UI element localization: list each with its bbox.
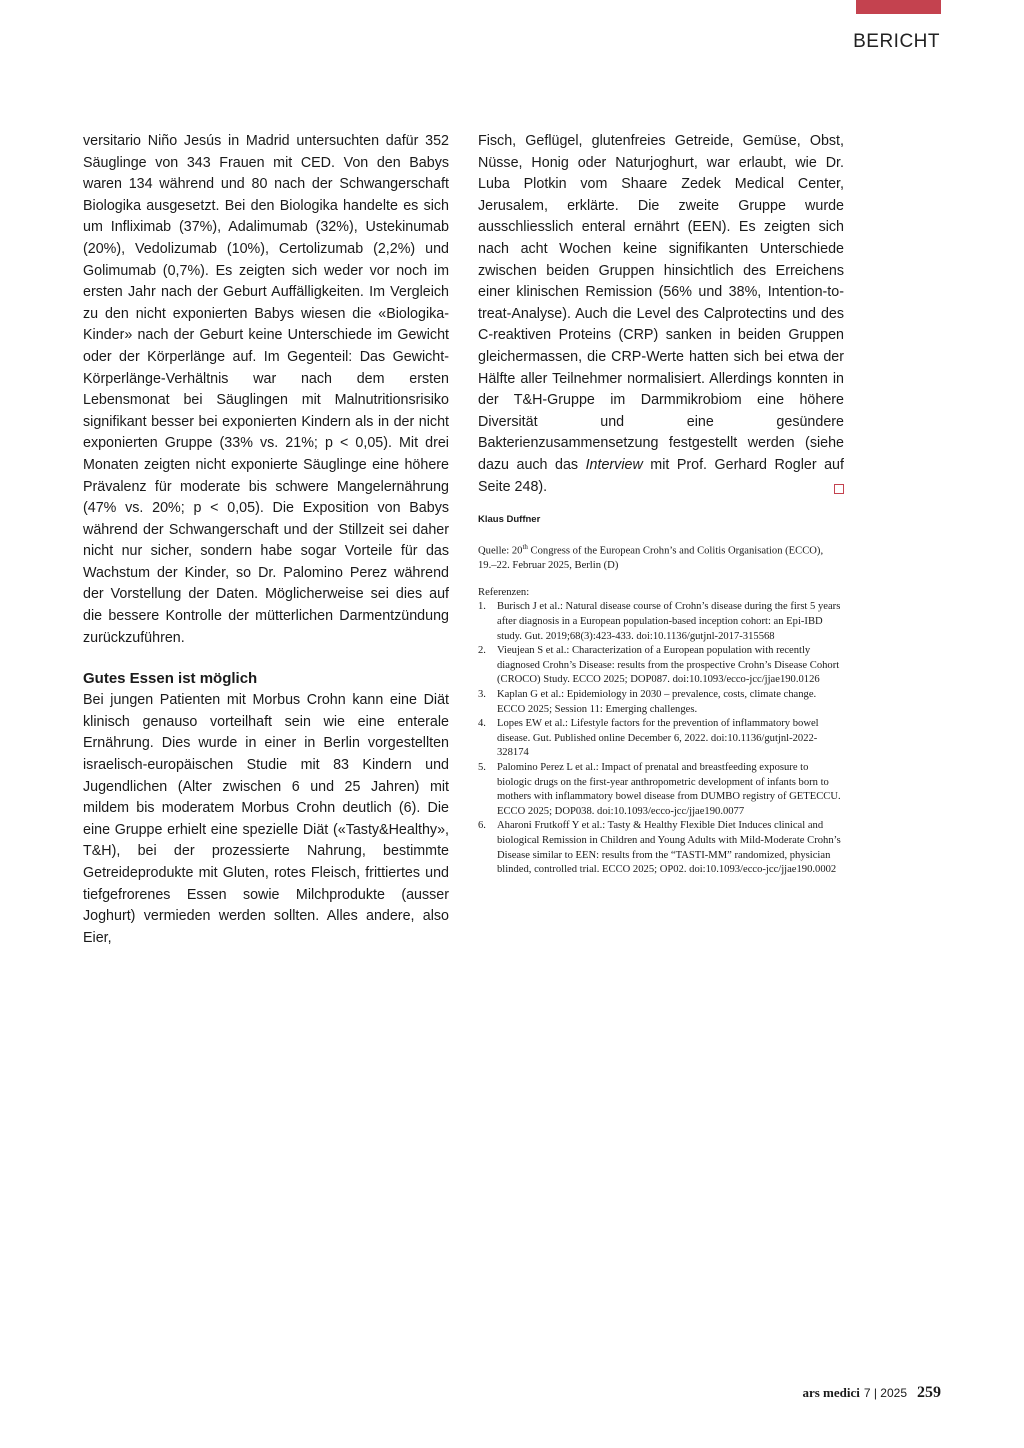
- reference-number: 2.: [478, 645, 486, 657]
- reference-text: Burisch J et al.: Natural disease course of Crohn’s disease during the first 5 years after diagnosis in a European population-based inception cohort: an Epi-IBD study. Gut. 2019;68(3):423-433. doi:10.1136/gutjnl-2017-315568: [497, 601, 841, 642]
- body-paragraph: versitario Niño Jesús in Madrid untersuchten dafür 352 Säuglinge von 343 Frauen mit CED. Von den Babys waren 134 während und 80 nach der Schwangerschaft Biologika ausgesetzt. Bei den Biologika handelte es sich um Infliximab (37%), Adalimumab (32%), Ustekinumab (20%), Vedolizumab (10%), Certolizumab (2,2%) und Golimumab (0,7%). Es zeigten sich weder vor noch im ersten Jahr nach der Geburt Auffälligkeiten. Im Vergleich zu den nicht exponierten Babys wiesen die «Biologika-Kinder» nach der Geburt keine Unterschiede im Gewicht oder der Körperlänge auf. Im Gegenteil: Das Gewicht-Körperlänge-Verhältnis war nach dem ersten Lebensmonat bei Säuglingen mit Malnutritionsrisiko signifikant besser bei exponierten Kindern als in der nicht exponierten Gruppe (33% vs. 21%; p < 0,05). Mit drei Monaten zeigten nicht exponierte Säuglinge eine höhere Prävalenz für moderate bis schwere Mangelernährung (47% vs. 20%; p < 0,05). Die Exposition von Babys während der Schwangerschaft und der Stillzeit sei daher nicht nur sicher, sondern habe sogar Vorteile für das Wachstum der Kinder, so Dr. Palomino Perez während der Vorstellung der Daten. Möglicherweise sei dies auf die bessere Kontrolle der mütterlichen Darmentzündung zurückzuführen.: [83, 133, 449, 646]
- reference-item: [478, 688, 844, 717]
- reference-text: Aharoni Frutkoff Y et al.: Tasty & Healthy Flexible Diet Induces clinical and biological Remission in Children and Young Adults with Mild-Moderate Crohn’s Disease similar to EEN: results from the “TASTI-MM” randomized, physician blinded, controlled trial. ECCO 2025; OP02. doi:10.1093/ecco-jcc/jjae190.0002: [497, 820, 841, 876]
- body-paragraph: Bei jungen Patienten mit Morbus Crohn kann eine Diät klinisch genauso vorteilhaft sein wie eine enterale Ernährung. Dies wurde in einer in Berlin vorgestellten israelisch-europäischen Studie mit 83 Kindern und Jugendlichen (Alter zwischen 6 und 25 Jahren) mit mildem bis moderatem Morbus Crohn deutlich (6). Die eine Gruppe erhielt eine spezielle Diät («Tasty&Healthy», T&H), bei der prozessierte Nahrung, bestimmte Getreideprodukte mit Gluten, rotes Fleisch, frittiertes und tiefgefrorenes Essen sowie Milchprodukte (ausser Joghurt) vermieden werden sollten. Alles andere, also Eier,: [83, 692, 449, 946]
- references-list: [478, 600, 844, 877]
- source-text: Congress of the European Crohn’s and Colitis Organisation (ECCO), 19.–22. Februar 2025, Berlin (D): [478, 545, 824, 572]
- reference-item: [478, 819, 844, 877]
- accent-bar: [856, 0, 941, 14]
- page-number: 259: [917, 1384, 941, 1401]
- source-text: Quelle: 20: [478, 545, 523, 557]
- reference-number: 3.: [478, 688, 486, 700]
- reference-text: Kaplan G et al.: Epidemiology in 2030 – prevalence, costs, climate change. ECCO 2025; Session 11: Emerging challenges.: [497, 688, 817, 715]
- reference-text: Vieujean S et al.: Characterization of a European population with recently diagnosed Crohn’s Disease: results from the prospective Crohn’s Disease Cohort (CROCO) Study. ECCO 2025; DOP087. doi:10.1093/ecco-jcc/jjae190.0126: [497, 645, 840, 686]
- reference-number: 6.: [478, 820, 486, 832]
- right-column: [478, 131, 844, 878]
- left-column: [83, 131, 449, 949]
- reference-number: 5.: [478, 761, 486, 773]
- section-heading: Gutes Essen ist möglich: [83, 670, 258, 688]
- journal-name: ars medici: [802, 1385, 860, 1400]
- body-text: mit Prof. Gerhard Rogler auf Seite 248).: [478, 456, 844, 495]
- source-note: [478, 540, 844, 574]
- reference-text: Palomino Perez L et al.: Impact of prenatal and breastfeeding exposure to biologic drugs on the first-year anthropometric development of infants born to mothers with inflammatory bowel disease from DUMBO registry of GETECCU. ECCO 2025; DOP038. doi:10.1093/ecco-jcc/jjae190.0077: [497, 761, 841, 817]
- reference-number: 1.: [478, 601, 486, 613]
- reference-item: [478, 761, 844, 819]
- references-label: Referenzen:: [478, 586, 530, 598]
- interview-emphasis: Interview: [585, 456, 643, 473]
- reference-item: [478, 644, 844, 688]
- section-label: BERICHT: [853, 31, 940, 52]
- reference-item: [478, 717, 844, 761]
- end-of-article-icon: [834, 484, 844, 494]
- reference-item: [478, 600, 844, 644]
- body-text: Fisch, Geflügel, glutenfreies Getreide, Gemüse, Obst, Nüsse, Honig oder Naturjoghurt, war erlaubt, wie Dr. Luba Plotkin vom Shaare Zedek Medical Center, Jerusalem, erklärte. Die zweite Gruppe wurde ausschliesslich enteral ernährt (EEN). Es zeigten sich nach acht Wochen keine signifikanten Unterschiede zwischen beiden Gruppen hinsichtlich des Erreichens einer klinischen Remission (56% und 38%, Intention-to-treat-Analyse). Auch die Level des Calprotectins und des C-reaktiven Proteins (CRP) sanken in beiden Gruppen gleichermassen, die CRP-Werte hatten sich bei etwa der Hälfte aller Teilnehmer normalisiert. Allerdings konnten in der T&H-Gruppe im Darmmikrobiom eine höhere Diversität und eine gesündere Bakterienzusammensetzung festgestellt werden (siehe dazu auch das: [478, 133, 844, 473]
- author-name: Klaus Duffner: [478, 514, 541, 526]
- page-footer: [802, 1384, 941, 1402]
- body-paragraph: [478, 131, 844, 498]
- issue-number: 7 | 2025: [863, 1386, 907, 1400]
- reference-text: Lopes EW et al.: Lifestyle factors for the prevention of inflammatory bowel disease. Gut. Published online December 6, 2022. doi:10.1136/gutjnl-2022-328174: [497, 718, 819, 759]
- reference-number: 4.: [478, 718, 486, 730]
- source-superscript: th: [522, 543, 528, 552]
